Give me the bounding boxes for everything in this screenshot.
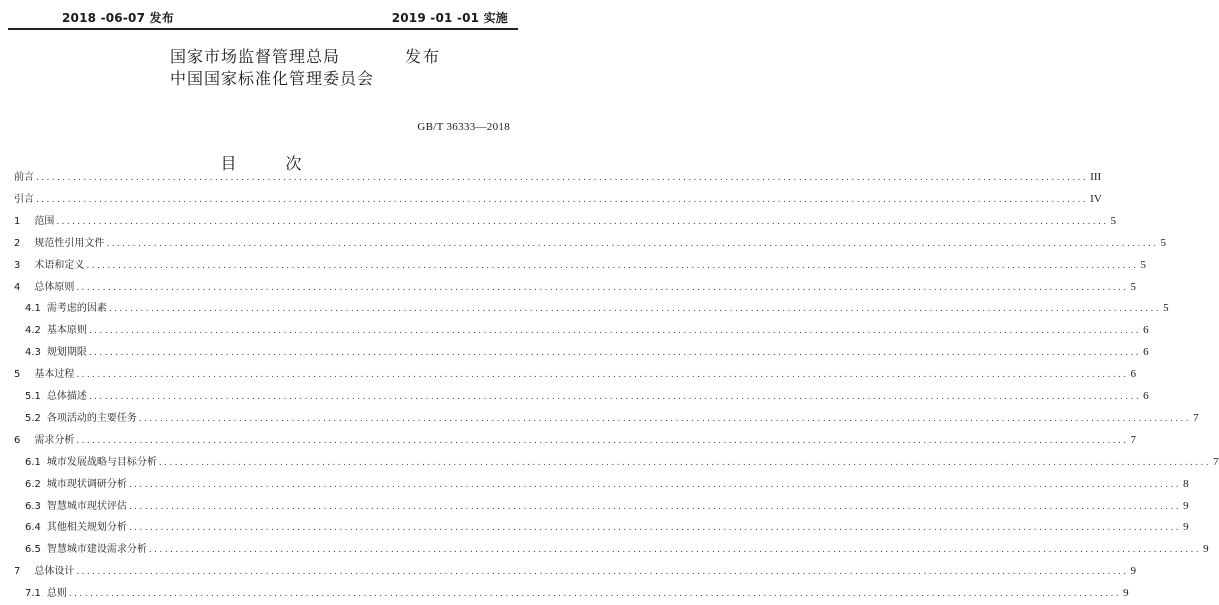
toc-entry-title: 基本过程 bbox=[34, 369, 75, 381]
toc-entry-number: 6.1 bbox=[25, 456, 41, 468]
toc-dot-leader: ........................................................................................................................................................................................................ bbox=[86, 260, 1139, 271]
toc-entry-title: 城市发展战略与目标分析 bbox=[46, 456, 157, 468]
toc-entry-title: 基本原则 bbox=[46, 325, 87, 337]
toc-entry-number: 7 bbox=[14, 566, 21, 578]
toc-entry-title: 规范性引用文件 bbox=[34, 237, 105, 249]
toc-entry-number: 4 bbox=[14, 281, 21, 293]
toc-entry-page: 6 bbox=[1143, 324, 1149, 337]
toc-dot-leader: ........................................................................................................................................................................................................ bbox=[108, 304, 1162, 315]
implement-date: 2019 -01 -01 实施 bbox=[391, 11, 508, 25]
issuer-name-2: 中国国家标准化管理委员会 bbox=[170, 69, 375, 88]
toc-entry-number: 6.5 bbox=[25, 544, 41, 556]
toc-entry[interactable] bbox=[14, 234, 1167, 250]
toc-entry-page: 7 bbox=[1193, 411, 1199, 424]
toc-title: 目 次 bbox=[220, 154, 324, 173]
toc-entry-page: 5 bbox=[1130, 280, 1137, 293]
toc-entry-page: 7 bbox=[1213, 455, 1219, 468]
toc-entry-title: 术语和定义 bbox=[34, 259, 85, 271]
toc-dot-leader: ........................................................................................................................................................................................................ bbox=[138, 413, 1192, 424]
toc-entry[interactable] bbox=[25, 409, 1199, 425]
toc-dot-leader: ........................................................................................................................................................................................................ bbox=[68, 589, 1122, 600]
toc-entry[interactable] bbox=[14, 256, 1147, 272]
toc-entry-number: 4.1 bbox=[25, 303, 41, 315]
toc-dot-leader: ........................................................................................................................................................................................................ bbox=[88, 392, 1142, 402]
toc-entry-page: 5 bbox=[1140, 258, 1147, 271]
toc-dot-leader: ........................................................................................................................................................................................................ bbox=[36, 194, 1089, 205]
toc-dot-leader: ........................................................................................................................................................................................................ bbox=[128, 479, 1182, 490]
toc-entry[interactable] bbox=[14, 212, 1117, 228]
toc-entry-number: 1 bbox=[14, 215, 21, 227]
toc-dot-leader: ........................................................................................................................................................................................................ bbox=[76, 567, 1129, 578]
toc-entry-page: 5 bbox=[1160, 236, 1167, 249]
toc-entry-title: 总则 bbox=[46, 588, 67, 600]
toc-entry-number: 6 bbox=[14, 434, 21, 446]
toc-entry-title: 规划期限 bbox=[46, 347, 87, 359]
toc-dot-leader: ........................................................................................................................................................................................................ bbox=[76, 370, 1129, 381]
toc-dot-leader: ........................................................................................................................................................................................................ bbox=[56, 216, 1109, 227]
toc-entry-title: 需考虑的因素 bbox=[46, 303, 107, 315]
toc-entry-page: 9 bbox=[1183, 521, 1189, 534]
toc-entry-page: IV bbox=[1090, 192, 1102, 205]
toc-entry-number: 5 bbox=[14, 369, 21, 381]
toc-entry-page: 9 bbox=[1183, 499, 1189, 512]
toc-entry[interactable] bbox=[25, 321, 1149, 337]
toc-entry[interactable] bbox=[14, 190, 1102, 206]
toc-entry-number: 5.2 bbox=[25, 412, 41, 424]
toc-entry-page: 6 bbox=[1143, 390, 1149, 402]
toc-entry-page: 7 bbox=[1130, 433, 1137, 446]
toc-entry[interactable] bbox=[25, 497, 1189, 513]
toc-entry[interactable] bbox=[25, 299, 1169, 315]
toc-entry-number: 6.4 bbox=[25, 522, 41, 534]
toc-entry-page: III bbox=[1090, 171, 1102, 183]
toc-entry-page: 9 bbox=[1203, 543, 1209, 556]
toc-dot-leader: ........................................................................................................................................................................................................ bbox=[88, 348, 1142, 359]
issue-label: 发布 bbox=[405, 47, 442, 66]
toc-entry-title: 智慧城市建设需求分析 bbox=[46, 544, 147, 556]
toc-entry[interactable] bbox=[25, 540, 1209, 556]
toc-dot-leader: ........................................................................................................................................................................................................ bbox=[106, 238, 1159, 249]
toc-entry-page: 8 bbox=[1183, 477, 1189, 490]
toc-dot-leader: ........................................................................................................................................................................................................ bbox=[76, 435, 1129, 446]
toc-entry[interactable] bbox=[14, 168, 1102, 184]
toc-entry-title: 城市现状调研分析 bbox=[46, 478, 127, 490]
toc-entry-page: 5 bbox=[1110, 214, 1117, 227]
toc-entry-number: 2 bbox=[14, 237, 21, 249]
toc-entry-number: 4.2 bbox=[25, 325, 41, 337]
toc-entry[interactable] bbox=[25, 453, 1219, 469]
toc-entry[interactable] bbox=[25, 387, 1149, 403]
toc-entry-title: 引言 bbox=[14, 193, 34, 205]
toc-entry-number: 7.1 bbox=[25, 588, 41, 600]
toc-entry-number: 5.1 bbox=[25, 391, 41, 402]
toc-entry-number: 6.2 bbox=[25, 478, 41, 490]
toc-entry-title: 各项活动的主要任务 bbox=[46, 412, 137, 424]
toc-entry-number: 4.3 bbox=[25, 347, 41, 359]
toc-dot-leader: ........................................................................................................................................................................................................ bbox=[128, 501, 1182, 512]
toc-dot-leader: ........................................................................................................................................................................................................ bbox=[158, 457, 1212, 468]
toc-entry-page: 6 bbox=[1130, 368, 1137, 381]
toc-entry-title: 智慧城市现状评估 bbox=[46, 500, 127, 512]
toc-entry[interactable] bbox=[25, 343, 1149, 359]
header-rule bbox=[8, 28, 518, 30]
toc-entry[interactable] bbox=[14, 562, 1137, 578]
toc-entry-title: 需求分析 bbox=[34, 434, 75, 446]
toc-entry[interactable] bbox=[25, 475, 1189, 491]
toc-entry[interactable] bbox=[25, 518, 1189, 534]
toc-entry-number: 3 bbox=[14, 259, 21, 271]
toc-entry-title: 总体设计 bbox=[34, 566, 75, 578]
toc-dot-leader: ........................................................................................................................................................................................................ bbox=[36, 173, 1089, 183]
toc-entry[interactable] bbox=[14, 278, 1137, 294]
toc-entry-page: 9 bbox=[1130, 565, 1137, 578]
toc-entry-title: 总体原则 bbox=[34, 281, 75, 293]
toc-entry[interactable] bbox=[14, 365, 1137, 381]
toc-entry-page: 9 bbox=[1123, 587, 1129, 600]
toc-dot-leader: ........................................................................................................................................................................................................ bbox=[148, 545, 1202, 556]
toc-entry-number: 6.3 bbox=[25, 500, 41, 512]
toc-entry[interactable] bbox=[14, 431, 1137, 447]
toc-entry-title: 前言 bbox=[14, 172, 34, 183]
toc-entry-page: 5 bbox=[1163, 302, 1169, 315]
toc-entry[interactable] bbox=[25, 584, 1129, 600]
toc-dot-leader: ........................................................................................................................................................................................................ bbox=[76, 282, 1129, 293]
toc-dot-leader: ........................................................................................................................................................................................................ bbox=[128, 523, 1182, 534]
toc-dot-leader: ........................................................................................................................................................................................................ bbox=[88, 326, 1142, 337]
publish-date: 2018 -06-07 发布 bbox=[62, 11, 174, 25]
toc-entry-title: 范围 bbox=[34, 215, 55, 227]
issuer-name-1: 国家市场监督管理总局 bbox=[170, 47, 341, 66]
toc-entry-title: 其他相关规划分析 bbox=[46, 522, 127, 534]
toc-entry-title: 总体描述 bbox=[46, 391, 87, 402]
toc-entry-page: 6 bbox=[1143, 346, 1149, 359]
standard-number: GB/T 36333—2018 bbox=[417, 121, 510, 133]
